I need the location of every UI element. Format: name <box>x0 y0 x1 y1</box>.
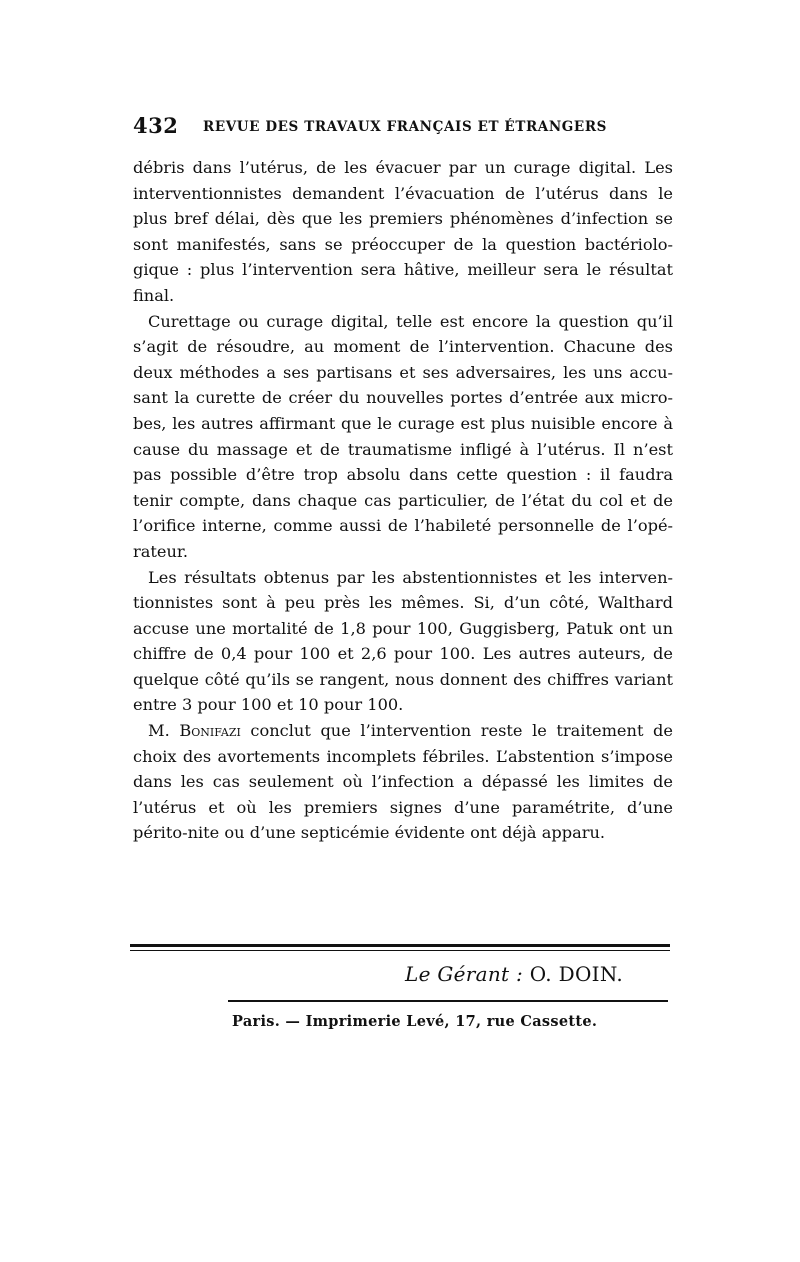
text-line: Curettage ou curage digital, telle est encore la question qu’il <box>148 311 673 331</box>
text-line: l’utérus et où les premiers signes d’une paramétrite, d’une périto- <box>133 797 673 843</box>
text-line: conclut que l’intervention reste le traitement de <box>240 721 673 741</box>
paragraph-4 <box>133 718 673 846</box>
text-line: nite ou d’une septicémie évidente ont déjà apparu. <box>187 823 606 843</box>
double-rule-divider <box>130 944 670 951</box>
text-line: accuse une mortalité de 1,8 pour 100, Guggisberg, Patuk ont un <box>133 618 673 638</box>
text-line: pas possible d’être trop absolu dans cette question : il faudra <box>133 465 673 485</box>
text-line: bes, les autres affirmant que le curage est plus nuisible encore <box>133 413 658 433</box>
text-line: à cause du massage et de traumatisme infligé à l’utérus. Il n’est <box>133 413 673 459</box>
article-body <box>133 155 673 846</box>
signature-label: Le Gérant : <box>405 962 524 986</box>
text-line: sant la curette de créer du nouvelles portes d’entrée aux micro- <box>133 388 673 408</box>
text-line: dans les cas seulement où l’infection a dépassé les limites de <box>133 772 673 792</box>
text-line: final. <box>133 285 175 305</box>
signature-name: O. DOIN. <box>529 962 624 986</box>
text-line: tenir compte, dans chaque cas particulier, de l’état du col et de <box>133 490 673 510</box>
text-line: gique : plus l’intervention sera hâtive, meilleur sera le résultat <box>133 260 673 280</box>
single-rule-divider <box>228 1000 668 1002</box>
author-prefix: M. <box>148 721 180 741</box>
text-line: deux méthodes a ses partisans et ses adversaires, les uns accu- <box>133 362 673 382</box>
text-line: sont manifestés, sans se préoccuper de la question bactériolo- <box>133 234 673 254</box>
text-line: rateur. <box>133 541 189 561</box>
printer-imprint: Paris. — Imprimerie Levé, 17, rue Cassette. <box>232 1013 598 1030</box>
paragraph-3 <box>133 565 673 719</box>
author-name: Bonifazi <box>179 721 241 741</box>
text-line: interventionnistes demandent l’évacuation de l’utérus dans le <box>133 183 673 203</box>
paragraph-2 <box>133 309 673 565</box>
text-line: Les résultats obtenus par les abstentionnistes et les interven- <box>148 567 673 587</box>
text-line: choix des avortements incomplets fébriles. L’abstention s’impose <box>133 746 673 766</box>
text-line: tionnistes sont à peu près les mêmes. Si, d’un côté, Walthard <box>133 593 673 613</box>
text-line: l’orifice interne, comme aussi de l’habileté personnelle de l’opé- <box>133 516 673 536</box>
text-line: entre 3 pour 100 et 10 pour 100. <box>133 695 404 715</box>
running-title: REVUE DES TRAVAUX FRANÇAIS ET ÉTRANGERS <box>203 119 607 135</box>
signature-line <box>405 962 623 986</box>
page-number: 432 <box>133 113 179 138</box>
text-line: s’agit de résoudre, au moment de l’intervention. Chacune des <box>133 337 673 357</box>
page-header <box>133 113 673 143</box>
paragraph-1 <box>133 155 673 309</box>
text-line: débris dans l’utérus, de les évacuer par un curage digital. Les <box>133 158 673 177</box>
text-line: plus bref délai, dès que les premiers phénomènes d’infection se <box>133 209 673 229</box>
text-line: quelque côté qu’ils se rangent, nous donnent des chiffres variant <box>133 669 673 689</box>
text-line: chiffre de 0,4 pour 100 et 2,6 pour 100. Les autres auteurs, de <box>133 644 673 664</box>
